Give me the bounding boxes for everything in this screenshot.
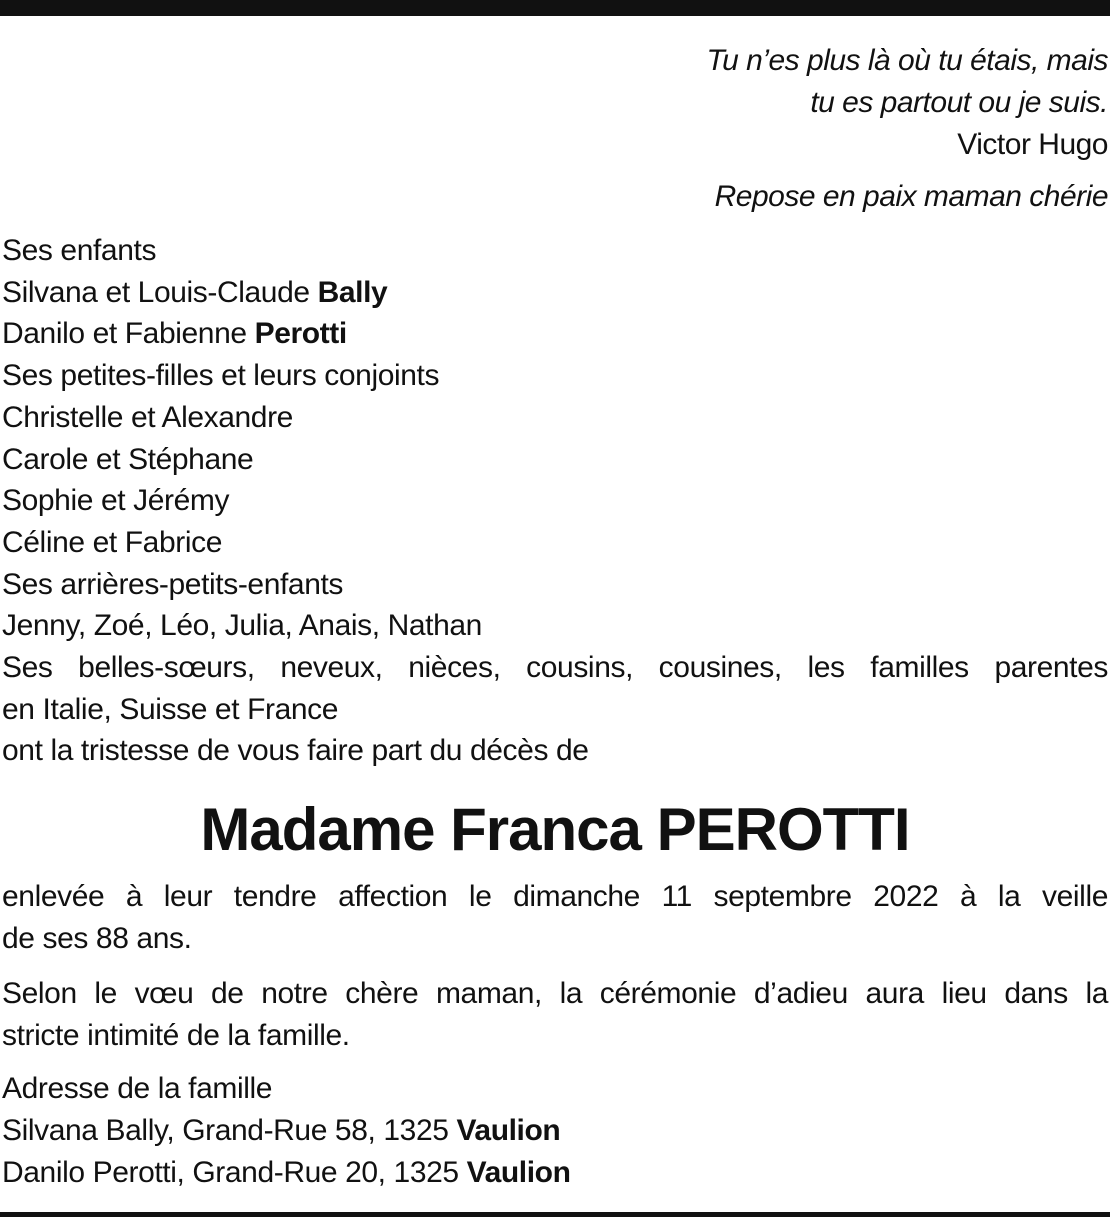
child-surname: Perotti bbox=[254, 317, 347, 351]
address-entry bbox=[2, 1152, 1108, 1194]
child-entry bbox=[2, 313, 1108, 355]
address-entry bbox=[2, 1110, 1108, 1152]
child-names: Danilo et Fabienne bbox=[2, 317, 255, 351]
announcement-line: ont la tristesse de vous faire part du décès de bbox=[2, 734, 589, 768]
address-town: Vaulion bbox=[456, 1114, 561, 1147]
grandchild-entry: Céline et Fabrice bbox=[2, 525, 222, 559]
death-notice-paragraph bbox=[2, 876, 1108, 960]
grandchild-entry: Sophie et Jérémy bbox=[2, 484, 230, 518]
top-border-rule bbox=[0, 0, 1110, 16]
children-heading: Ses enfants bbox=[2, 234, 157, 267]
great-grandchildren-names: Jenny, Zoé, Léo, Julia, Anais, Nathan bbox=[2, 609, 482, 643]
death-notice-line-1: enlevée à leur tendre affection le dimanche 11 septembre 2022 à la veille bbox=[2, 880, 1108, 913]
address-text: Silvana Bally, Grand-Rue 58, 1325 bbox=[2, 1114, 457, 1147]
family-list bbox=[2, 230, 1108, 772]
quote-line-1: Tu n’es plus là où tu étais, mais bbox=[706, 44, 1108, 77]
great-grandchildren-heading: Ses arrières-petits-enfants bbox=[2, 567, 344, 601]
epitaph: Repose en paix maman chérie bbox=[714, 180, 1108, 213]
relatives-line-2: en Italie, Suisse et France bbox=[2, 692, 339, 726]
death-notice-line-2: de ses 88 ans. bbox=[2, 922, 192, 955]
grandchild-entry: Carole et Stéphane bbox=[2, 442, 254, 476]
ceremony-line-1: Selon le vœu de notre chère maman, la cérémonie d’adieu aura lieu dans la bbox=[2, 977, 1108, 1010]
relatives-line-1: Ses belles-sœurs, neveux, nièces, cousins, cousines, les familles parentes bbox=[2, 651, 1108, 685]
child-surname: Bally bbox=[317, 275, 388, 309]
deceased-name: Madame Franca PEROTTI bbox=[200, 796, 910, 863]
child-entry bbox=[2, 272, 1108, 314]
grandchild-entry: Christelle et Alexandre bbox=[2, 400, 293, 434]
address-text: Danilo Perotti, Grand-Rue 20, 1325 bbox=[2, 1156, 467, 1189]
child-names: Silvana et Louis-Claude bbox=[2, 275, 318, 309]
quote-line-2: tu es partout ou je suis. bbox=[810, 86, 1108, 119]
ceremony-paragraph bbox=[2, 973, 1108, 1057]
ceremony-line-2: stricte intimité de la famille. bbox=[2, 1019, 350, 1052]
address-town: Vaulion bbox=[466, 1156, 571, 1189]
address-heading: Adresse de la famille bbox=[2, 1072, 273, 1105]
epigraph-quote bbox=[707, 40, 1108, 166]
family-address-block bbox=[2, 1068, 1108, 1194]
bottom-border-rule bbox=[0, 1212, 1110, 1217]
quote-author: Victor Hugo bbox=[957, 128, 1108, 161]
grandchildren-heading: Ses petites-filles et leurs conjoints bbox=[2, 359, 440, 393]
